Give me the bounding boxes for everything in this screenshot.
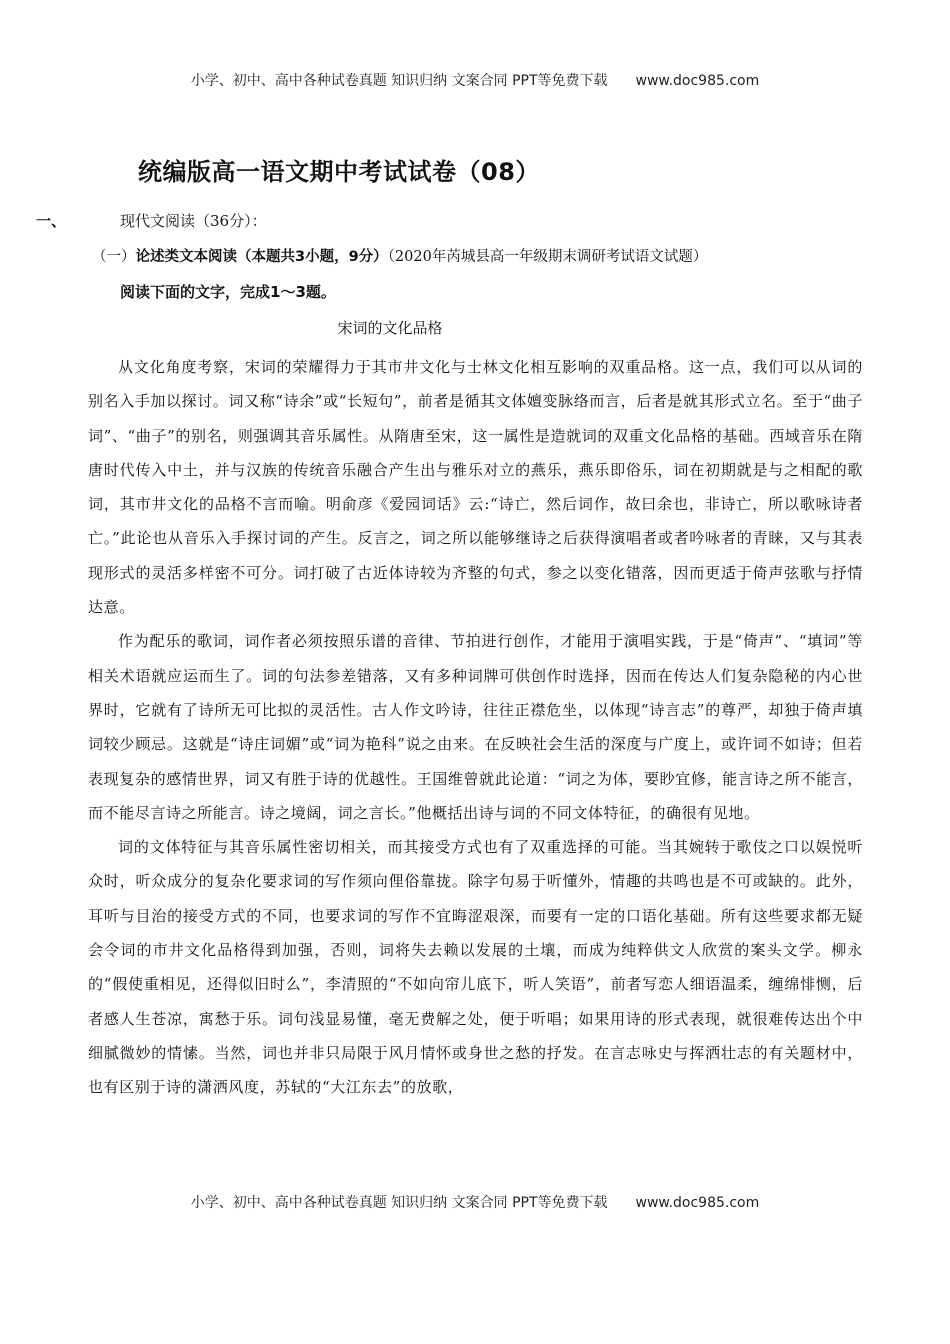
passage-title: 宋词的文化品格 bbox=[337, 319, 443, 337]
paragraph: 作为配乐的歌词，词作者必须按照乐谱的音律、节拍进行创作，才能用于演唱实践，于是“倚声”、“填词”等相关术语就应运而生了。词的句法参差错落，又有多种词牌可供创作时选择，因而在传达人们复杂隐秘的内心世界时，它就有了诗所无可比拟的灵活性。古人作文吟诗，往往正襟危坐，以体现“诗言志”的尊严，却独于倚声填词较少顾忌。这就是“诗庄词媚”或“词为艳科”说之由来。在反映社会生活的深度与广度上，或许词不如诗；但若表现复杂的感情世界，词又有胜于诗的优越性。王国维曾就此论道：“词之为体，要眇宜修，能言诗之所不能言，而不能尽言诗之所能言。诗之境阔，词之言长。”他概括出诗与词的不同文体特征，的确很有见地。 bbox=[88, 632, 863, 822]
instruction: 阅读下面的文字，完成1～3题。 bbox=[120, 283, 336, 301]
subsection-heading bbox=[92, 245, 707, 266]
page-footer bbox=[0, 1192, 950, 1216]
paragraph: 从文化角度考察，宋词的荣耀得力于其市井文化与士林文化相互影响的双重品格。这一点，我们可以从词的别名入手加以探讨。词又称“诗余”或“长短句”，前者是循其文体嬗变脉络而言，后者是就其形式立名。至于“曲子词”、“曲子”的别名，则强调其音乐属性。从隋唐至宋，这一属性是造就词的双重文化品格的基础。西域音乐在隋唐时代传入中土，并与汉族的传统音乐融合产生出与雅乐对立的燕乐，燕乐即俗乐，词在初期就是与之相配的歌词，其市井文化的品格不言而喻。明俞彦《爱园词话》云:“诗亡，然后词作，故曰余也，非诗亡，所以歌咏诗者亡。”此论也从音乐入手探讨词的产生。反言之，词之所以能够继诗之后获得演唱者或者吟咏者的青睐，又与其表现形式的灵活多样密不可分。词打破了古近体诗较为齐整的句式，参之以变化错落，因而更适于倚声弦歌与抒情达意。 bbox=[88, 358, 863, 617]
subsection-prefix: （一） bbox=[92, 249, 136, 265]
header-url[interactable]: www.doc985.com bbox=[635, 73, 760, 89]
document-title: 统编版高一语文期中考试试卷（08） bbox=[138, 158, 540, 186]
subsection-source: （2020年芮城县高一年级期末调研考试语文试题） bbox=[387, 249, 708, 265]
subsection-label: 论述类文本阅读（本题共3小题，9分） bbox=[135, 249, 388, 265]
footer-url[interactable]: www.doc985.com bbox=[635, 1195, 760, 1211]
page-header bbox=[0, 70, 950, 90]
footer-text: 小学、初中、高中各种试卷真题 知识归纳 文案合同 PPT等免费下载 bbox=[190, 1195, 608, 1211]
section-label: 现代文阅读（36分）： bbox=[120, 212, 267, 230]
section-heading bbox=[36, 210, 267, 231]
header-text: 小学、初中、高中各种试卷真题 知识归纳 文案合同 PPT等免费下载 bbox=[190, 73, 608, 89]
passage-body bbox=[88, 350, 863, 1105]
paragraph: 词的文体特征与其音乐属性密切相关，而其接受方式也有了双重选择的可能。当其婉转于歌伎之口以娱悦听众时，听众成分的复杂化要求词的写作须向俚俗靠拢。除字句易于听懂外，情趣的共鸣也是不可或缺的。此外，耳听与目治的接受方式的不同，也要求词的写作不宜晦涩艰深，而要有一定的口语化基础。所有这些要求都无疑会令词的市井文化品格得到加强，否则，词将失去赖以发展的土壤，而成为纯粹供文人欣赏的案头文学。柳永的“假使重相见，还得似旧时么”，李清照的“不如向帘儿底下，听人笑语”，前者写恋人细语温柔，缠绵悱恻，后者感人生苍凉，寓愁于乐。词句浅显易懂，毫无费解之处，便于听唱；如果用诗的形式表现，就很难传达出个中细腻微妙的情愫。当然，词也并非只局限于风月情怀或身世之愁的抒发。在言志咏史与挥洒壮志的有关题材中，也有区别于诗的潇洒风度，苏轼的“大江东去”的放歌， bbox=[88, 838, 863, 1097]
section-number: 一、 bbox=[36, 212, 67, 230]
